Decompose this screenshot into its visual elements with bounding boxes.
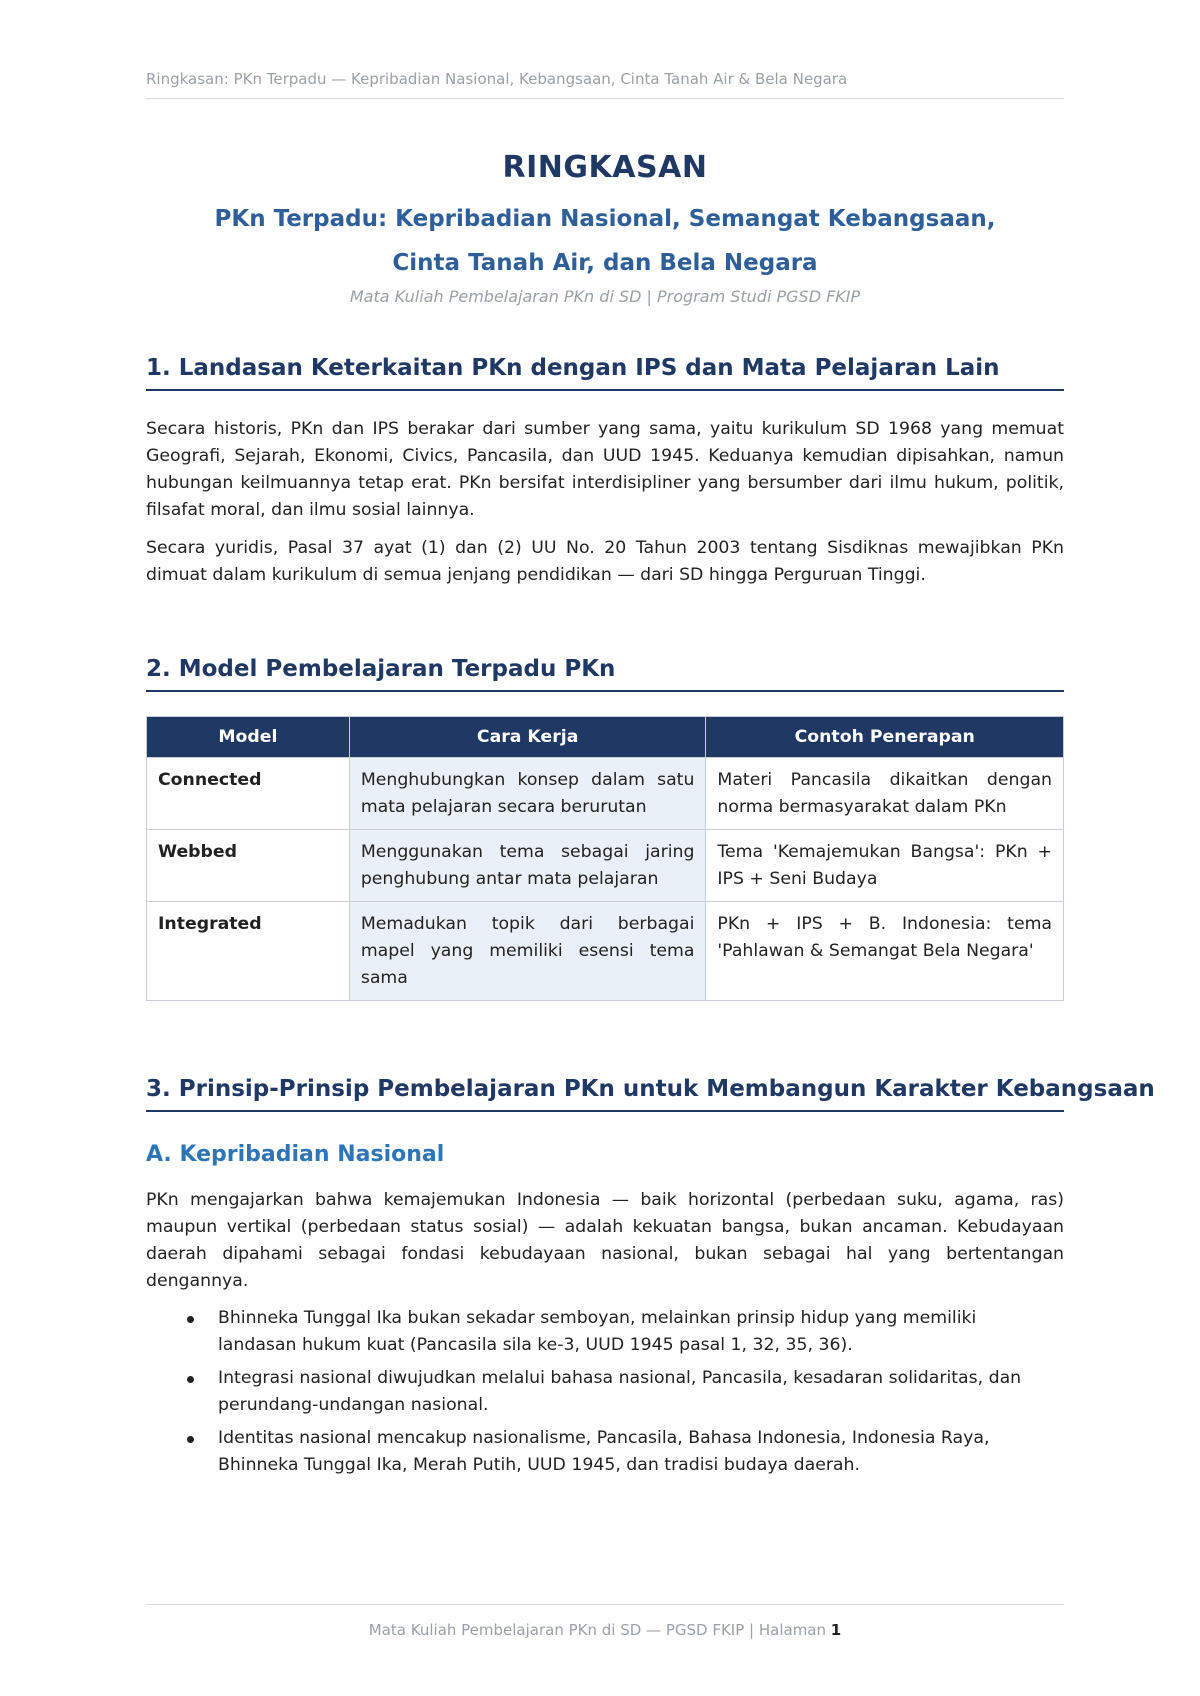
bullet-icon <box>187 1436 194 1443</box>
list-item <box>146 1365 1064 1419</box>
subsection-a-heading: A. Kepribadian Nasional <box>146 1142 445 1167</box>
cell-model: Integrated <box>147 902 350 1001</box>
cell-contoh: Tema 'Kemajemukan Bangsa': PKn + IPS + Seni Budaya <box>706 830 1064 902</box>
column-header-cara-kerja: Cara Kerja <box>349 717 706 758</box>
cell-model: Connected <box>147 758 350 830</box>
subsection-a-paragraph: PKn mengajarkan bahwa kemajemukan Indonesia — baik horizontal (perbedaan suku, agama, ras) maupun vertikal (perbedaan status sosial) — adalah kekuatan bangsa, bukan ancaman. Kebudayaan daerah dipahami sebagai fondasi kebudayaan nasional, bukan sebagai hal yang bertentangan dengannya. <box>146 1190 1064 1291</box>
footer-text: Mata Kuliah Pembelajaran PKn di SD — PGSD FKIP | Halaman <box>368 1621 831 1639</box>
subtitle-line-1: PKn Terpadu: Kepribadian Nasional, Semangat Kebangsaan, <box>214 206 996 232</box>
document-title: RINGKASAN <box>502 150 708 185</box>
table-row <box>147 902 1064 1001</box>
list-item-text: Identitas nasional mencakup nasionalisme, Pancasila, Bahasa Indonesia, Indonesia Raya, Bhinneka Tunggal Ika, Merah Putih, UUD 1945, dan tradisi budaya daerah. <box>218 1428 990 1475</box>
section-2-heading: 2. Model Pembelajaran Terpadu PKn <box>146 656 1064 692</box>
bullet-icon <box>187 1316 194 1323</box>
bullet-list <box>146 1305 1064 1485</box>
cell-cara-kerja: Menggunakan tema sebagai jaring penghubung antar mata pelajaran <box>349 830 706 902</box>
cell-contoh: PKn + IPS + B. Indonesia: tema 'Pahlawan & Semangat Bela Negara' <box>706 902 1064 1001</box>
list-item <box>146 1305 1064 1359</box>
model-table <box>146 716 1064 1001</box>
list-item-text: Bhinneka Tunggal Ika bukan sekadar semboyan, melainkan prinsip hidup yang memiliki landasan hukum kuat (Pancasila sila ke-3, UUD 1945 pasal 1, 32, 35, 36). <box>218 1308 977 1355</box>
section-3-heading: 3. Prinsip-Prinsip Pembelajaran PKn untuk Membangun Karakter Kebangsaan <box>146 1076 1064 1112</box>
table-row <box>147 758 1064 830</box>
running-header: Ringkasan: PKn Terpadu — Kepribadian Nasional, Kebangsaan, Cinta Tanah Air & Bela Negara <box>146 70 1064 99</box>
document-subtitle <box>146 197 1064 285</box>
page-number: 1 <box>830 1621 842 1639</box>
course-meta: Mata Kuliah Pembelajaran PKn di SD | Program Studi PGSD FKIP <box>349 287 861 306</box>
cell-cara-kerja: Menghubungkan konsep dalam satu mata pelajaran secara berurutan <box>349 758 706 830</box>
section-1-heading: 1. Landasan Keterkaitan PKn dengan IPS dan Mata Pelajaran Lain <box>146 355 1064 391</box>
list-item-text: Integrasi nasional diwujudkan melalui bahasa nasional, Pancasila, kesadaran solidaritas, dan perundang-undangan nasional. <box>218 1368 1022 1415</box>
column-header-contoh: Contoh Penerapan <box>706 717 1064 758</box>
bullet-icon <box>187 1376 194 1383</box>
list-item <box>146 1425 1064 1479</box>
cell-model: Webbed <box>147 830 350 902</box>
section-1-paragraph-2: Secara yuridis, Pasal 37 ayat (1) dan (2) UU No. 20 Tahun 2003 tentang Sisdiknas mewajibkan PKn dimuat dalam kurikulum di semua jenjang pendidikan — dari SD hingga Perguruan Tinggi. <box>146 538 1064 585</box>
subtitle-line-2: Cinta Tanah Air, dan Bela Negara <box>392 250 818 276</box>
section-1-paragraph-1: Secara historis, PKn dan IPS berakar dari sumber yang sama, yaitu kurikulum SD 1968 yang memuat Geografi, Sejarah, Ekonomi, Civics, Pancasila, dan UUD 1945. Keduanya kemudian dipisahkan, namun hubungan keilmuannya tetap erat. PKn bersifat interdisipliner yang bersumber dari ilmu hukum, politik, filsafat moral, dan ilmu sosial lainnya. <box>146 419 1064 520</box>
table-row <box>147 830 1064 902</box>
page-footer <box>146 1604 1064 1639</box>
cell-contoh: Materi Pancasila dikaitkan dengan norma bermasyarakat dalam PKn <box>706 758 1064 830</box>
title-block <box>146 150 1064 306</box>
cell-cara-kerja: Memadukan topik dari berbagai mapel yang memiliki esensi tema sama <box>349 902 706 1001</box>
column-header-model: Model <box>147 717 350 758</box>
table-header-row <box>147 717 1064 758</box>
